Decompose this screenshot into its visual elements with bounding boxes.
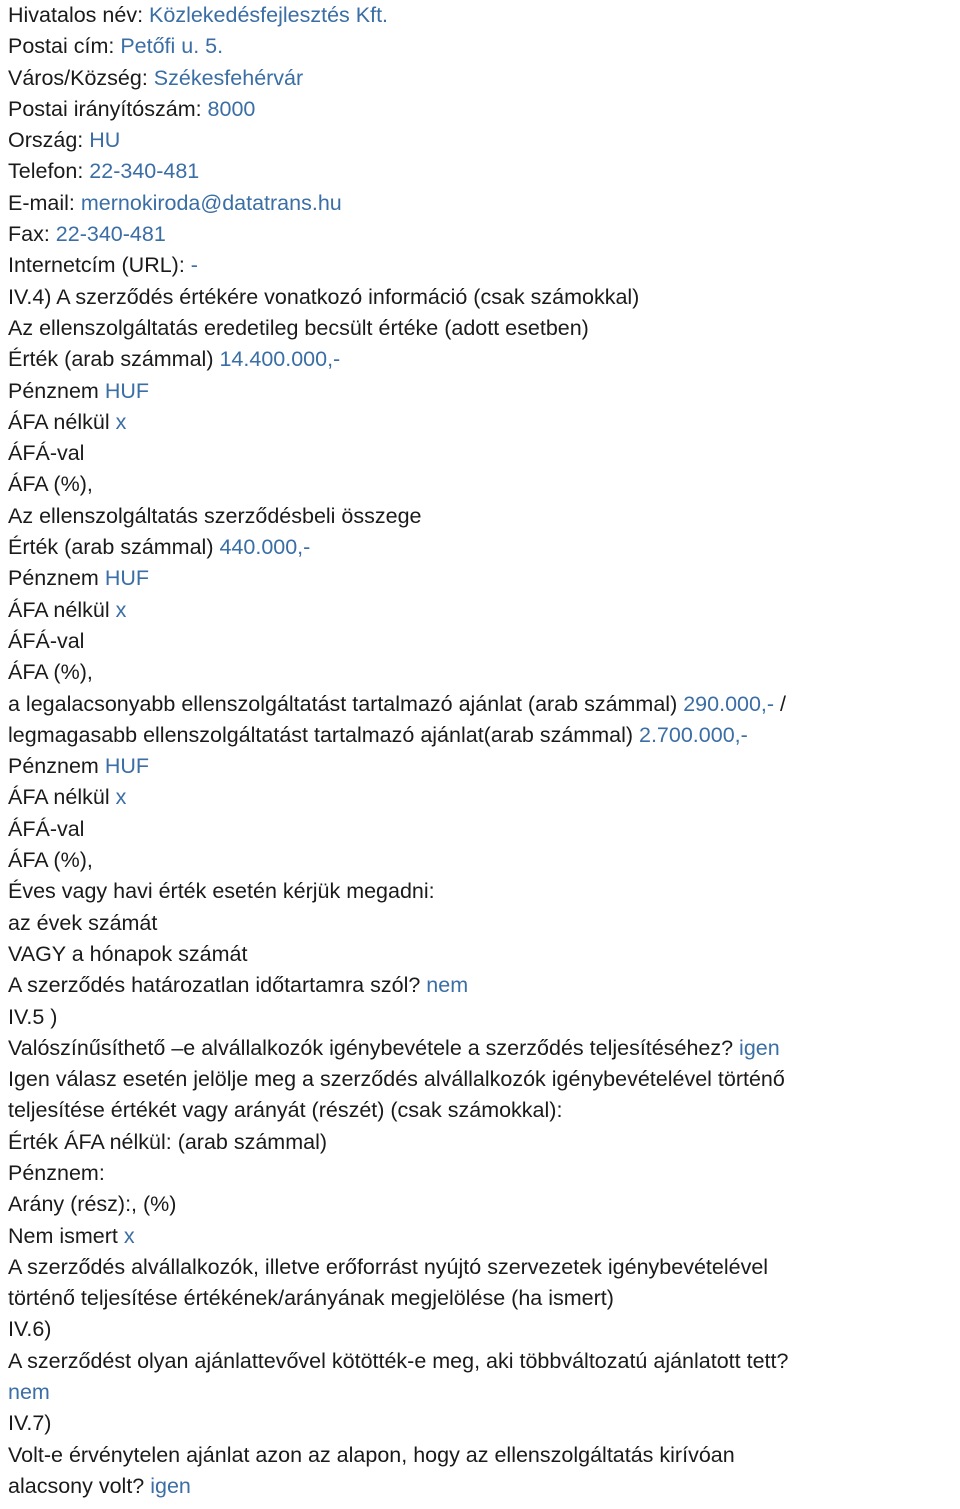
document-line [8,1095,956,1126]
document-line [8,469,956,500]
line-value: Petőfi u. 5. [120,34,224,59]
line-label: Arány (rész):, (%) [8,1192,177,1217]
line-label: IV.6) [8,1317,52,1342]
line-label: Postai irányítószám: [8,96,208,121]
document-line [8,407,956,438]
document-line [8,1221,956,1252]
document-line [8,1033,956,1064]
document-line [8,1314,956,1345]
line-value: HUF [104,566,149,591]
line-value: nem [8,1380,50,1405]
document-line [8,563,956,594]
line-label: Az ellenszolgáltatás eredetileg becsült értéke (adott esetben) [8,315,589,340]
line-label: ÁFA nélkül [8,597,116,622]
document-line [8,626,956,657]
line-label: A szerződést olyan ajánlattevővel kötötték-e meg, aki többváltozatú ajánlatott tett? [8,1348,789,1373]
line-label: a legalacsonyabb ellenszolgáltatást tartalmazó ajánlat (arab számmal) [8,691,684,716]
document-line [8,1189,956,1220]
line-value: HU [89,128,121,153]
line-label: teljesítése értékét vagy arányát (részét) (csak számokkal): [8,1098,563,1123]
line-label: E-mail: [8,190,81,215]
document-line [8,1346,956,1377]
document-line [8,156,956,187]
document-line [8,1127,956,1158]
document-line [8,845,956,876]
line-label: Hivatalos név: [8,3,150,27]
document-lines [8,0,956,1502]
document-line [8,250,956,281]
line-label: VAGY a hónapok számát [8,941,248,966]
line-label: történő teljesítése értékének/arányának megjelölése (ha ismert) [8,1286,614,1311]
line-label: legmagasabb ellenszolgáltatást tartalmazó ajánlat(arab számmal) [8,722,639,747]
line-value: 290.000,- [683,691,775,716]
document-line [8,1064,956,1095]
line-label: A szerződés határozatlan időtartamra szól? [8,973,427,998]
line-label: Érték ÁFA nélkül: (arab számmal) [8,1129,328,1154]
document-line [8,219,956,250]
line-value: HUF [104,754,149,779]
line-label: Nem ismert [8,1223,124,1248]
line-value: HUF [104,378,149,403]
line-label: az évek számát [8,910,158,935]
line-value: 22-340-481 [89,159,200,184]
document-line [8,814,956,845]
document-line [8,125,956,156]
line-label: ÁFA (%), [8,472,93,497]
document-line [8,313,956,344]
line-label: ÁFÁ-val [8,441,85,466]
document-line [8,939,956,970]
document-line [8,376,956,407]
document-body [8,0,956,1502]
line-label: ÁFÁ-val [8,816,85,841]
line-label: Igen válasz esetén jelölje meg a szerződés alvállalkozók igénybevételével történő [8,1067,785,1092]
line-label: Pénznem [8,754,105,779]
line-label: Érték (arab számmal) [8,535,220,560]
line-label: Város/Község: [8,65,154,90]
document-line [8,689,956,720]
document-line [8,1440,956,1471]
document-line [8,595,956,626]
document-line [8,501,956,532]
line-value: 2.700.000,- [639,722,748,747]
document-line [8,908,956,939]
document-line [8,63,956,94]
document-line [8,438,956,469]
line-value: Székesfehérvár [153,65,304,90]
line-value: nem [426,973,469,998]
line-label: Pénznem [8,378,105,403]
line-label: Internetcím (URL): [8,253,191,278]
line-value: Közlekedésfejlesztés Kft. [149,3,389,27]
document-line [8,0,956,31]
line-label: Pénznem [8,566,105,591]
line-label: Postai cím: [8,34,121,59]
line-label: ÁFA nélkül [8,409,116,434]
document-line [8,657,956,688]
line-value: mernokiroda@datatrans.hu [80,190,342,215]
document-line [8,94,956,125]
line-label: IV.5 ) [8,1004,58,1029]
document-line [8,1377,956,1408]
document-line [8,1002,956,1033]
line-value: x [123,1223,135,1248]
document-line [8,782,956,813]
document-line [8,532,956,563]
line-value: igen [150,1473,191,1498]
line-value: - [190,253,198,278]
line-value: x [115,785,127,810]
line-value: 440.000,- [219,535,311,560]
line-label: Telefon: [8,159,90,184]
line-label: A szerződés alvállalkozók, illetve erőforrást nyújtó szervezetek igénybevételével [8,1254,769,1279]
line-value: x [115,409,127,434]
document-line [8,282,956,313]
line-label: ÁFA (%), [8,660,93,685]
line-label: ÁFÁ-val [8,628,85,653]
document-line [8,1471,956,1502]
line-label: Az ellenszolgáltatás szerződésbeli összege [8,503,422,528]
line-value: igen [739,1035,780,1060]
document-line [8,876,956,907]
line-label: Érték (arab számmal) [8,347,220,372]
document-line [8,188,956,219]
document-line [8,1408,956,1439]
line-label: ÁFA (%), [8,848,93,873]
document-line [8,751,956,782]
line-label: IV.7) [8,1411,52,1436]
line-value: 14.400.000,- [219,347,341,372]
line-value: 22-340-481 [55,222,166,247]
document-line [8,31,956,62]
line-value: x [115,597,127,622]
document-line [8,1158,956,1189]
line-label: Pénznem: [8,1160,105,1185]
line-label: Valószínűsíthető –e alvállalkozók igénybevétele a szerződés teljesítéséhez? [8,1035,740,1060]
document-line [8,1283,956,1314]
line-label: Ország: [8,128,90,153]
line-label: Fax: [8,222,56,247]
line-label: alacsony volt? [8,1473,151,1498]
line-label: Éves vagy havi érték esetén kérjük megadni: [8,879,435,904]
line-label: ÁFA nélkül [8,785,116,810]
document-line [8,344,956,375]
line-suffix: / [774,691,787,716]
line-label: IV.4) A szerződés értékére vonatkozó információ (csak számokkal) [8,284,640,309]
line-label: Volt-e érvénytelen ajánlat azon az alapon, hogy az ellenszolgáltatás kirívóan [8,1442,735,1467]
document-line [8,970,956,1001]
line-value: 8000 [207,96,256,121]
document-line [8,1252,956,1283]
document-line [8,720,956,751]
